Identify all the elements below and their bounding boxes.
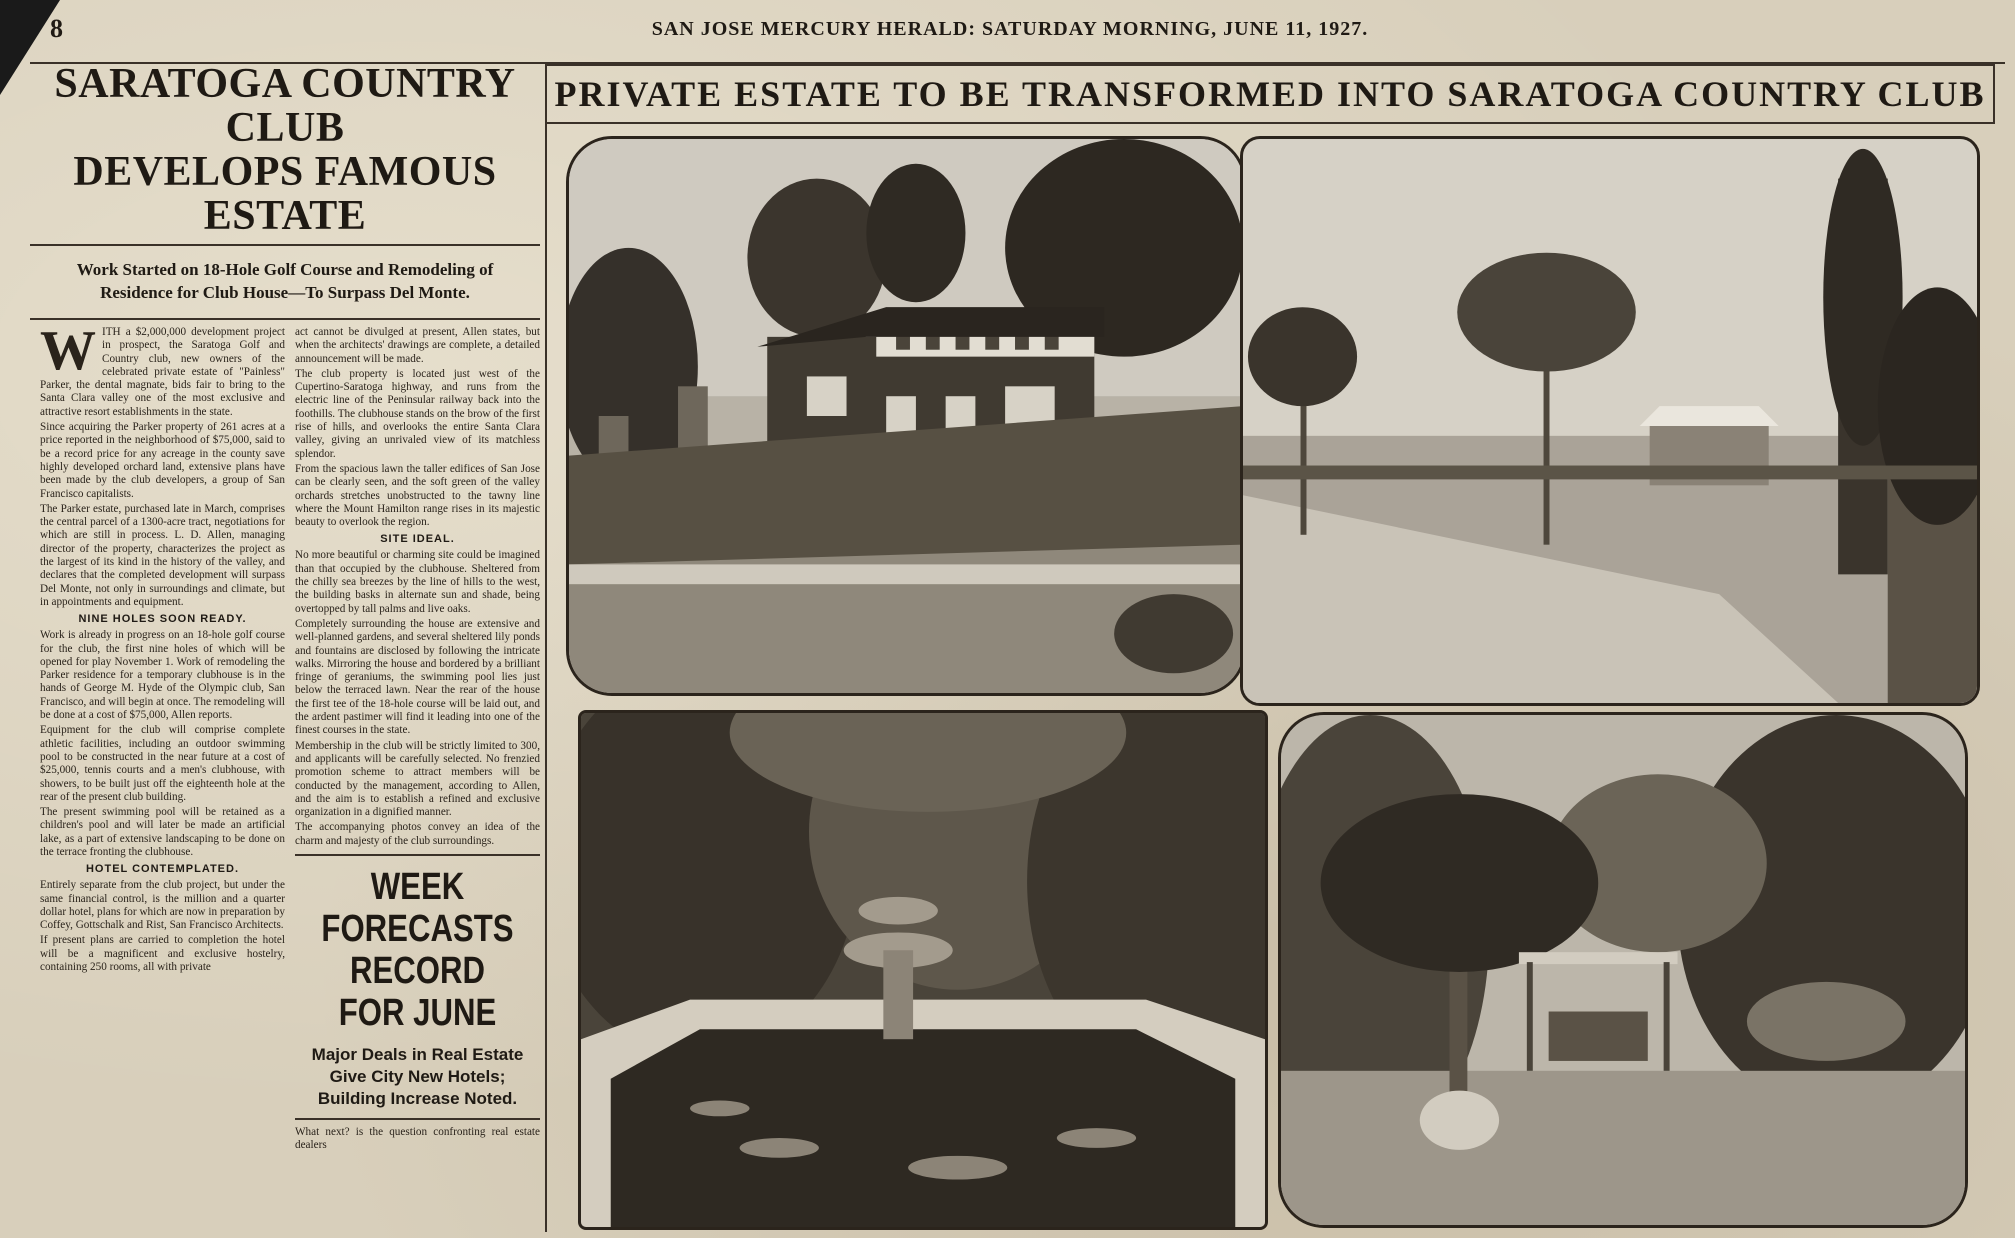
week-deck: Major Deals in Real Estate Give City New Hotels; Building Increase Noted.: [311, 1044, 524, 1108]
article-paragraph: From the spacious lawn the taller edifices of San Jose can be clearly seen, and the soft green of the valley orchards stretches unobstructed to the tawny line where the Mount Hamilton range rises in its majestic beauty to overlook the region.: [295, 462, 540, 529]
week-deck-rule: [295, 1118, 540, 1120]
article-paragraph: The Parker estate, purchased late in March, comprises the central parcel of a 1300-acre tract, negotiations for which are still in process. L. D. Allen, managing director of the property, characterizes the project as the largest of its kind in the history of the valley, and declares that the completed development will surpass Del Monte, not only in surroundings and climate, but in appointments and equipment.: [40, 502, 285, 608]
masthead-text: SAN JOSE MERCURY HERALD: SATURDAY MORNING, JUNE 11, 1927.: [651, 18, 1369, 40]
subhead-hotel: HOTEL CONTEMPLATED.: [85, 863, 240, 876]
drop-cap: W: [40, 320, 96, 382]
article-paragraph: Completely surrounding the house are extensive and well-planned gardens, and several sheltered lily ponds and fountains are disclosed by following the intricate walks. Mirroring the house and bordered by a brilliant fringe of geraniums, the swimming pool lies just below the terraced lawn. Near the rear of the house the first tee of the 18-hole course will be laid out, and the ardent pastimer will find it leading into one of the finest courses in the state.: [295, 617, 540, 737]
article-paragraph: Equipment for the club will comprise complete athletic facilities, including an outdoor swimming pool to be constructed in the near future at a cost of $25,000, tennis courts and a men's clubhouse, with showers, to be built just off the eighteenth hole at the rear of the present club building.: [40, 724, 285, 803]
week-headline-2: RECORD FOR JUNE: [338, 949, 497, 1034]
masthead: [0, 14, 2015, 54]
left-article: [30, 62, 540, 1232]
article-column-2: [295, 326, 540, 1155]
house-photo-image: [569, 139, 1243, 693]
subhead-nine-holes: NINE HOLES SOON READY.: [78, 613, 247, 626]
week-article: [295, 866, 540, 1153]
article-paragraph: The present swimming pool will be retained as a children's pool and will later be made an artificial lake, as a part of extensive landscaping to be done on the terrace fronting the clubhouse.: [40, 806, 285, 858]
week-rule: [295, 854, 540, 856]
fountain-photo-image: [581, 713, 1265, 1227]
banner-title: PRIVATE ESTATE TO BE TRANSFORMED INTO SARATOGA COUNTRY CLUB: [554, 74, 1986, 114]
week-headline-1: WEEK FORECASTS: [321, 865, 514, 950]
headline-line-2: DEVELOPS FAMOUS ESTATE: [73, 149, 497, 239]
article-paragraph: The club property is located just west of the Cupertino-Saratoga highway, and runs from the electric line of the Peninsular railway back into the foothills. The clubhouse stands on the brow of the first rise of hills, and overlooks the entire Santa Clara valley, giving an unrivaled view of its matchless splendor.: [295, 367, 540, 460]
photo-driveway: [1240, 136, 1980, 706]
column-divider: [545, 62, 547, 1232]
week-body: What next? is the question confronting real estate dealers: [295, 1125, 540, 1152]
article-paragraph: Work is already in progress on an 18-hole golf course for the club, the first nine holes of which will be opened for play November 1. Work of remodeling the Parker residence for a temporary clubhouse is in the hands of George M. Hyde of the Olympic club, San Francisco, and will begin at once. The remodeling will be done at a cost of $75,000, Allen reports.: [40, 629, 285, 722]
article-paragraph: act cannot be divulged at present, Allen states, but when the architects' drawings are complete, a detailed announcement will be made.: [295, 326, 540, 365]
photo-banner: [545, 64, 1995, 124]
photo-fountain: [578, 710, 1268, 1230]
article-paragraph: If present plans are carried to completion the hotel will be a magnificent and exclusive hostelry, containing 250 rooms, all with private: [40, 934, 285, 974]
headline: [30, 62, 540, 238]
photo-garden-swing: [1278, 712, 1968, 1228]
article-paragraph: [40, 320, 285, 419]
photo-house: [566, 136, 1246, 696]
article-paragraph: Since acquiring the Parker property of 261 acres at a price reported in the neighborhood of $75,000, said to be a record price for any acreage in the county save highly developed orchard land, extensive plans have been made by the club developers, a group of San Francisco capitalists.: [40, 421, 285, 500]
article-paragraph: No more beautiful or charming site could be imagined than that occupied by the clubhouse. Sheltered from the chilly sea breezes by the line of hills to the west, the building basks in alternate sun and shade, being overtopped by tall palms and live oaks.: [295, 549, 540, 615]
article-paragraph: The accompanying photos convey an idea of the charm and majesty of the club surroundings.: [295, 821, 540, 847]
headline-line-1: SARATOGA COUNTRY CLUB: [54, 61, 516, 151]
deck-rule: [30, 318, 540, 320]
page-number: 8: [50, 14, 63, 43]
paragraph-text: ITH a $2,000,000 development project in prospect, the Saratoga Golf and Country club, new owners of the celebrated private estate of "Painless" Parker, the dental magnate, bids fair to bring to the Santa Clara valley one of the most exclusive and attractive resort establishments in the state.: [40, 326, 285, 418]
headline-rule: [30, 244, 540, 246]
article-paragraph: Membership in the club will be strictly limited to 300, and applicants will be carefully selected. No frenzied promotion scheme to attract members will be conducted by the management, according to Allen, and the aim is to establish a refined and exclusive organization in a dignified manner.: [295, 739, 540, 819]
article-paragraph: Entirely separate from the club project, but under the same financial control, is the million and a quarter dollar hotel, plans for which are now in preparation by Coffey, Gottschalk and Rist, San Francisco Architects.: [40, 879, 285, 932]
article-column-1: [40, 320, 285, 976]
article-deck: Work Started on 18-Hole Golf Course and Remodeling of Residence for Club House—To Surpass Del Monte.: [76, 260, 494, 302]
subhead-site-ideal: SITE IDEAL.: [380, 533, 455, 546]
driveway-photo-image: [1243, 139, 1977, 703]
garden-photo-image: [1281, 715, 1965, 1225]
